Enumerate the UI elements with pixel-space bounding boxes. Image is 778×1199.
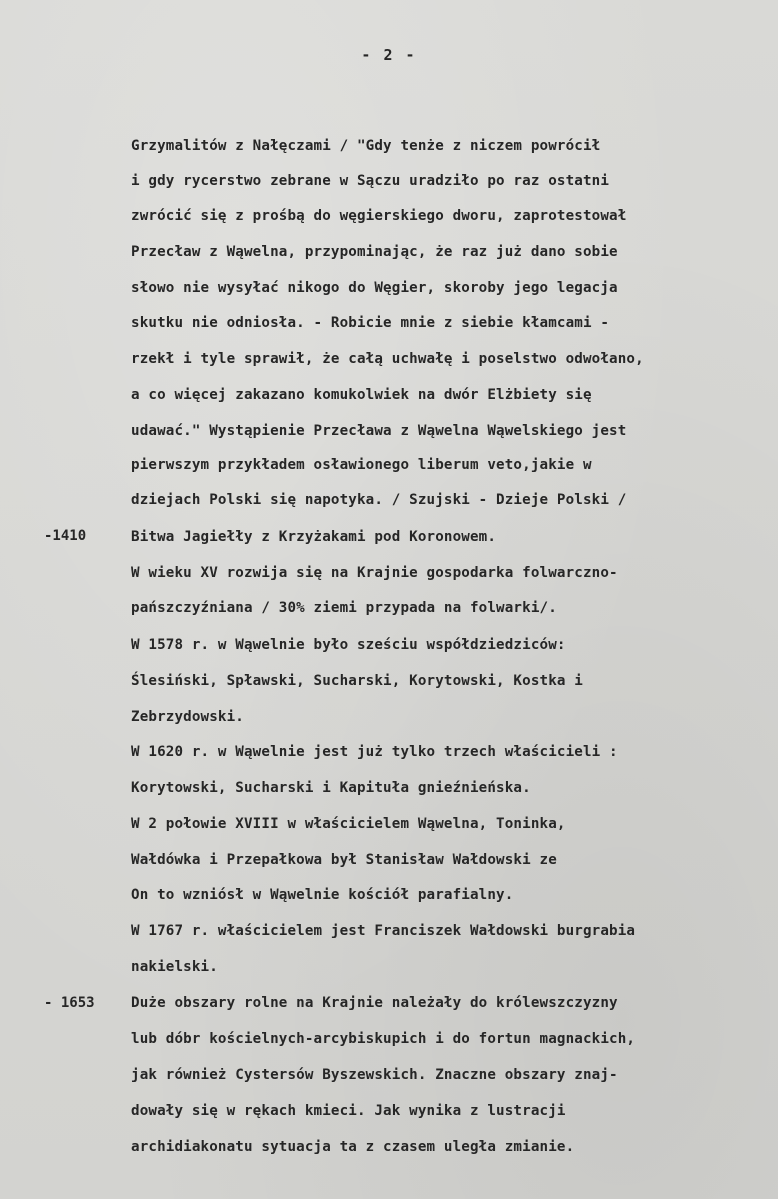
text-line: W 1767 r. właścicielem jest Franciszek Wałdowski burgrabia <box>131 923 636 939</box>
text-line: pańszczyźniana / 30% ziemi przypada na folwarki/. <box>131 600 557 616</box>
text-line: Zebrzydowski. <box>131 709 244 725</box>
text-line: jak również Cystersów Byszewskich. Znaczne obszary znaj- <box>131 1067 618 1083</box>
page-number: - 2 - <box>361 46 417 64</box>
text-line: Wałdówka i Przepałkowa był Stanisław Wałdowski ze <box>131 852 557 868</box>
text-line: Grzymalitów z Nałęczami / "Gdy tenże z niczem powrócił <box>131 138 601 154</box>
text-line: Duże obszary rolne na Krajnie należały do królewszczyzny <box>131 995 618 1011</box>
text-line: rzekł i tyle sprawił, że całą uchwałę i poselstwo odwołano, <box>131 351 644 367</box>
text-line: dowały się w rękach kmieci. Jak wynika z lustracji <box>131 1103 566 1119</box>
text-line: Przecław z Wąwelna, przypominając, że raz już dano sobie <box>131 244 618 260</box>
text-line: archidiakonatu sytuacja ta z czasem uległa zmianie. <box>131 1139 575 1155</box>
text-line: dziejach Polski się napotyka. / Szujski - Dzieje Polski / <box>131 492 627 508</box>
text-line: Bitwa Jagiełły z Krzyżakami pod Koronowem. <box>131 529 497 545</box>
margin-note-year: -1410 <box>44 528 87 544</box>
text-line: i gdy rycerstwo zebrane w Sączu uradziło po raz ostatni <box>131 173 610 189</box>
text-line: W 2 połowie XVIII w właścicielem Wąwelna, Toninka, <box>131 816 566 832</box>
text-line: W 1620 r. w Wąwelnie jest już tylko trzech właścicieli : <box>131 744 618 760</box>
text-line: zwrócić się z prośbą do węgierskiego dworu, zaprotestował <box>131 208 627 224</box>
text-line: On to wzniósł w Wąwelnie kościół parafialny. <box>131 887 514 903</box>
text-line: W 1578 r. w Wąwelnie było sześciu współdziedziców: <box>131 637 566 653</box>
text-line: udawać." Wystąpienie Przecława z Wąwelna Wąwelskiego jest <box>131 423 627 439</box>
text-line: słowo nie wysyłać nikogo do Węgier, skoroby jego legacja <box>131 280 618 296</box>
text-line: skutku nie odniosła. - Robicie mnie z siebie kłamcami - <box>131 315 610 331</box>
text-line: pierwszym przykładem osławionego liberum veto,jakie w <box>131 457 592 473</box>
text-line: Korytowski, Sucharski i Kapituła gnieźnieńska. <box>131 780 531 796</box>
text-line: a co więcej zakazano komukolwiek na dwór Elżbiety się <box>131 387 592 403</box>
text-line: lub dóbr kościelnych-arcybiskupich i do fortun magnackich, <box>131 1031 636 1047</box>
text-line: Ślesiński, Spławski, Sucharski, Korytowski, Kostka i <box>131 673 583 689</box>
text-line: W wieku XV rozwija się na Krajnie gospodarka folwarczno- <box>131 565 618 581</box>
margin-note-year: - 1653 <box>44 995 95 1011</box>
text-line: nakielski. <box>131 959 218 975</box>
